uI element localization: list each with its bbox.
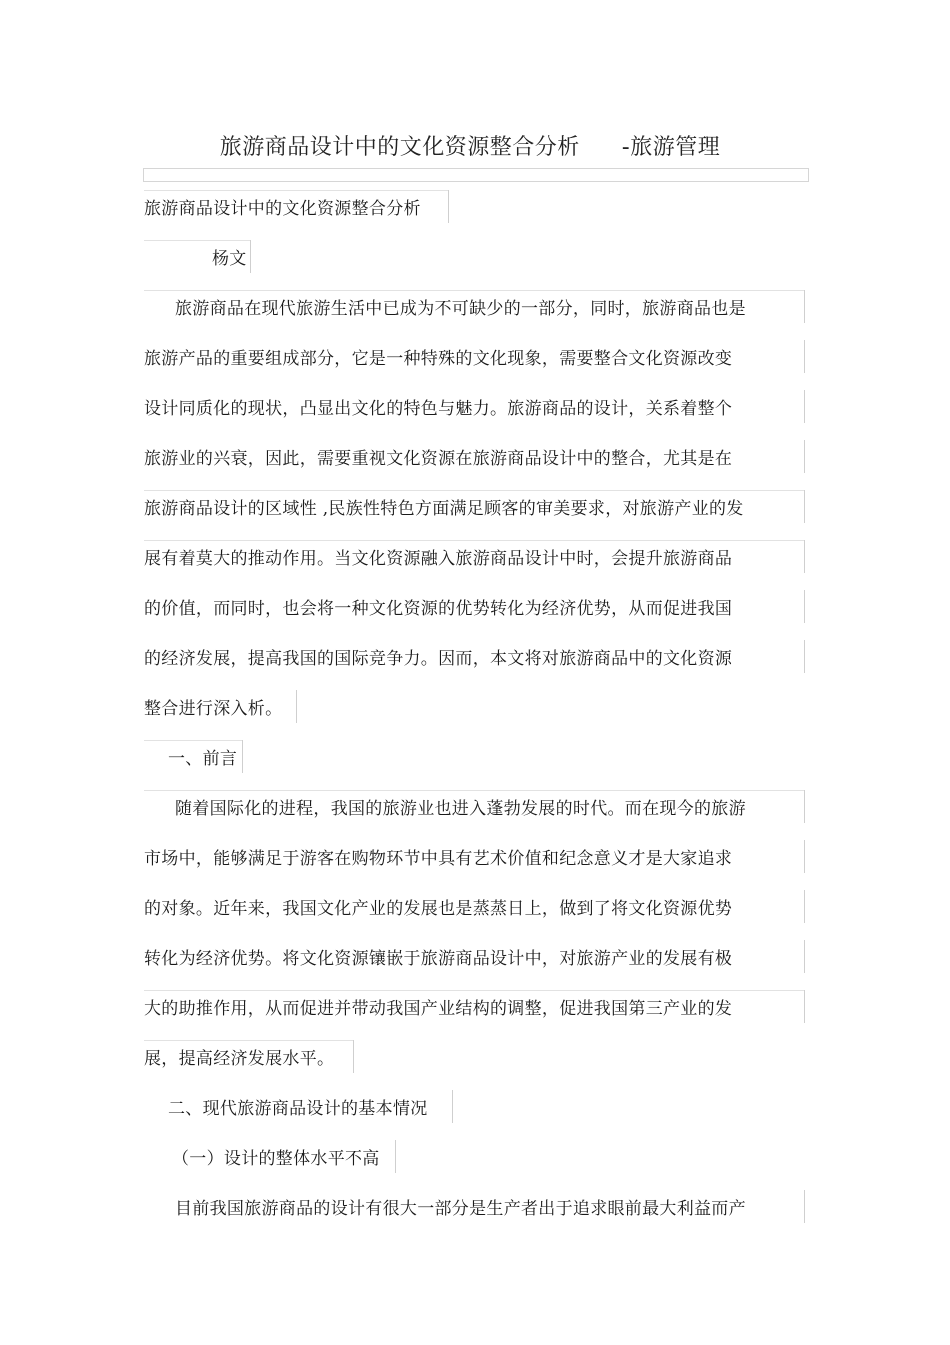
abstract-line: 旅游业的兴衰，因此，需要重视文化资源在旅游商品设计中的整合，尤其是在: [144, 449, 733, 469]
section1-line: 随着国际化的进程，我国的旅游业也进入蓬勃发展的时代。而在现今的旅游: [175, 799, 746, 819]
section-heading: 二、现代旅游商品设计的基本情况: [168, 1099, 428, 1119]
abstract-edge-7: [804, 590, 805, 623]
subsection1-edge: [395, 1140, 396, 1173]
section1-line: 展，提高经济发展水平。: [144, 1049, 335, 1069]
abstract-line: 展有着莫大的推动作用。当文化资源融入旅游商品设计中时，会提升旅游商品: [144, 549, 733, 569]
subsection1-line: 目前我国旅游商品的设计有很大一部分是生产者出于追求眼前最大利益而产: [175, 1199, 746, 1219]
section1-rule: [144, 740, 242, 741]
section1-line: 的对象。近年来，我国文化产业的发展也是蒸蒸日上，做到了将文化资源优势: [144, 899, 733, 919]
abstract-rule-5: [144, 490, 804, 491]
abstract-edge-5: [804, 490, 805, 523]
section1-edge-4: [804, 940, 805, 973]
section1-line: 转化为经济优势。将文化资源镶嵌于旅游商品设计中，对旅游产业的发展有极: [144, 949, 733, 969]
abstract-rule-6: [144, 540, 804, 541]
section1-rule-5: [144, 990, 804, 991]
document-title: [0, 130, 940, 161]
abstract-edge-1: [804, 290, 805, 323]
section2-edge: [452, 1090, 453, 1123]
abstract-line: 的价值，而同时，也会将一种文化资源的优势转化为经济优势，从而促进我国: [144, 599, 733, 619]
abstract-edge-4: [804, 440, 805, 473]
abstract-edge-6: [804, 540, 805, 573]
section1-para-rule: [144, 790, 804, 791]
section1-edge-1: [804, 790, 805, 823]
title-underline-box: [143, 168, 809, 182]
title-suffix: -旅游管理: [621, 135, 721, 160]
section1-edge: [242, 740, 243, 773]
abstract-line: 整合进行深入析。: [144, 699, 283, 719]
section1-edge-5: [804, 990, 805, 1023]
section1-rule-6: [144, 1040, 353, 1041]
subtitle: 旅游商品设计中的文化资源整合分析: [144, 199, 421, 219]
abstract-edge-8: [804, 640, 805, 673]
section1-line: 大的助推作用，从而促进并带动我国产业结构的调整，促进我国第三产业的发: [144, 999, 733, 1019]
section-heading: 一、前言: [168, 749, 238, 769]
section1-line: 市场中，能够满足于游客在购物环节中具有艺术价值和纪念意义才是大家追求: [144, 849, 733, 869]
subtitle-rule: [144, 190, 449, 191]
abstract-line: 设计同质化的现状，凸显出文化的特色与魅力。旅游商品的设计，关系着整个: [144, 399, 733, 419]
title-main: 旅游商品设计中的文化资源整合分析: [219, 135, 580, 160]
subsection-heading: （一）设计的整体水平不高: [172, 1149, 380, 1169]
abstract-line: 的经济发展，提高我国的国际竞争力。因而，本文将对旅游商品中的文化资源: [144, 649, 733, 669]
abstract-edge-3: [804, 390, 805, 423]
abstract-line: 旅游商品在现代旅游生活中已成为不可缺少的一部分，同时，旅游商品也是: [175, 299, 746, 319]
section1-edge-3: [804, 890, 805, 923]
abstract-rule: [144, 290, 804, 291]
abstract-edge-2: [804, 340, 805, 373]
section1-edge-2: [804, 840, 805, 873]
abstract-edge-9: [296, 690, 297, 723]
author-rule: [144, 240, 251, 241]
abstract-line: 旅游商品设计的区域性 ,民族性特色方面满足顾客的审美要求，对旅游产业的发: [144, 499, 744, 519]
section1-edge-6: [353, 1040, 354, 1073]
author: 杨文: [212, 249, 247, 269]
subtitle-edge: [448, 190, 449, 223]
subsection1-edge-1: [804, 1190, 805, 1223]
author-edge: [250, 240, 251, 273]
abstract-line: 旅游产品的重要组成部分，它是一种特殊的文化现象，需要整合文化资源改变: [144, 349, 733, 369]
